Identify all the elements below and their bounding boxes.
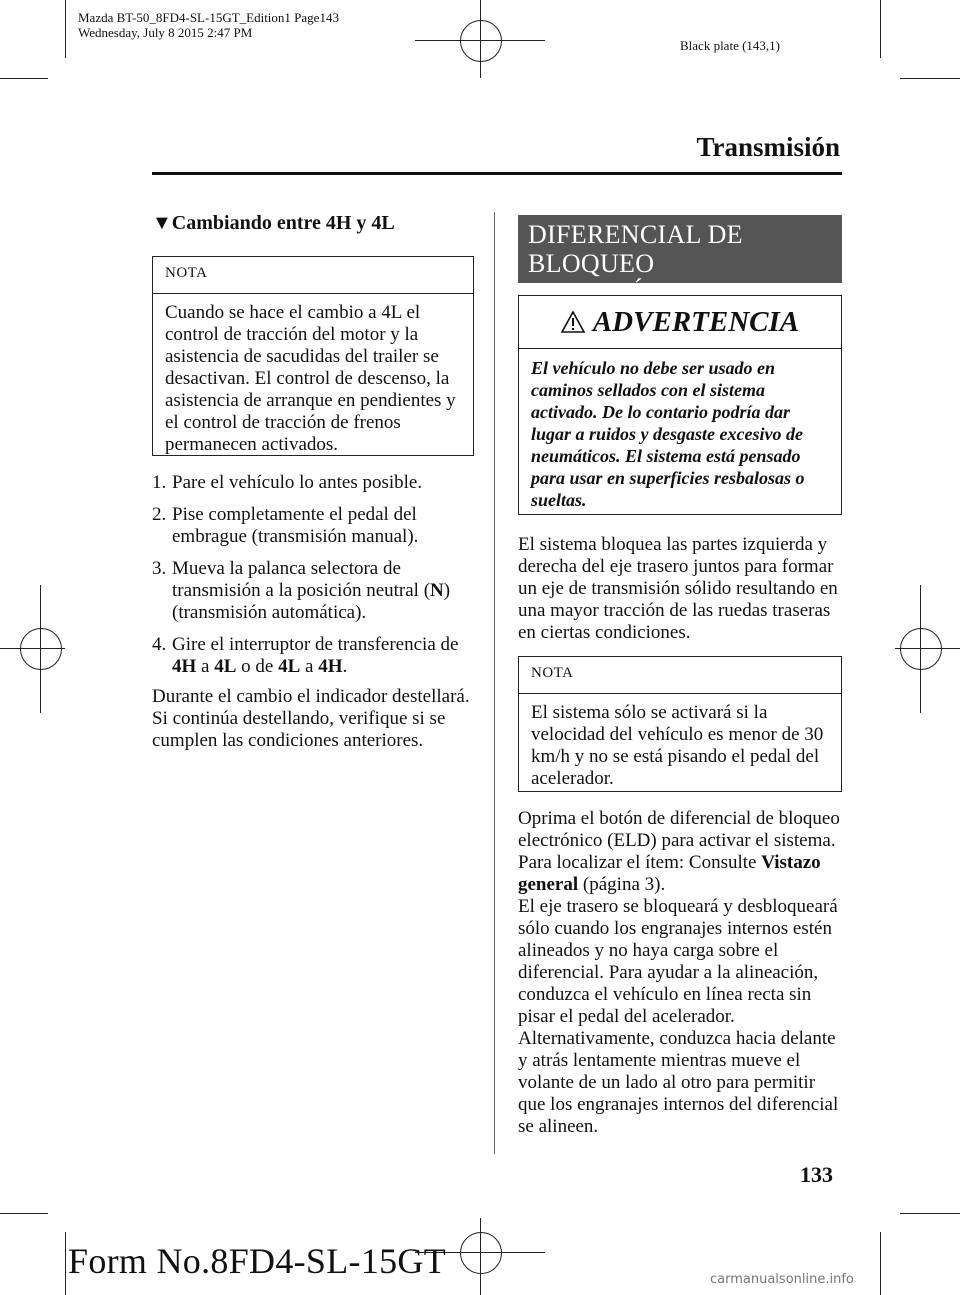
- crop-mark: [65, 0, 66, 58]
- note-title: NOTA: [519, 657, 841, 694]
- warning-body: El vehículo no debe ser usado en caminos sellados con el sistema activado. De lo contario podría dar lugar a ruidos y desgaste excesivo de neumáticos. El sistema está pensado para usar en superficies resbalosas o sueltas.: [531, 358, 805, 510]
- header-rule: [152, 172, 842, 175]
- warning-header: [519, 296, 841, 349]
- warning-triangle-icon: [561, 311, 585, 333]
- print-meta-line2: Wednesday, July 8 2015 2:47 PM: [78, 25, 253, 40]
- note-body: El sistema sólo se activará si la velocidad del vehículo es menor de 30 km/h y no se está pisando el pedal del acelerador.: [531, 702, 824, 789]
- crop-mark: [0, 78, 48, 79]
- form-number: Form No.8FD4-SL-15GT: [68, 1241, 447, 1281]
- list-item: [152, 472, 472, 494]
- step-number: 2.: [152, 504, 167, 525]
- step-number: 4.: [152, 634, 167, 655]
- registration-circle: [20, 628, 62, 670]
- right-paragraph-1: El sistema bloquea las partes izquierda y derecha del eje trasero juntos para formar un eje de transmisión sólido resultando en una mayor tracción de las ruedas traseras en ciertas condiciones.: [518, 534, 838, 643]
- note-body: Cuando se hace el cambio a 4L el control de tracción del motor y la asistencia de sacudidas del trailer se desactivan. El control de descenso, la asistencia de arranque en pendientes y el control de tracción de frenos permanecen activados.: [165, 302, 456, 455]
- section-banner: [518, 215, 842, 307]
- print-metadata: [78, 10, 339, 40]
- crop-mark: [65, 1232, 66, 1295]
- crop-mark: [880, 0, 881, 58]
- left-paragraph: Durante el cambio el indicador destellará. Si continúa destellando, verifique si se cumplen las condiciones anteriores.: [152, 686, 470, 751]
- right-paragraph-2: [518, 808, 843, 1138]
- crop-mark: [900, 78, 960, 79]
- step-number: 1.: [152, 472, 167, 493]
- warning-title: ADVERTENCIA: [592, 305, 800, 338]
- cross-reference: Vistazo general: [518, 852, 821, 895]
- triangle-marker-icon: ▼: [152, 212, 172, 234]
- note-box-right: [518, 656, 842, 792]
- step-list: [152, 472, 472, 688]
- paragraph-line: Alternativamente, conduzca hacia delante y atrás lentamente mientras mueve el volante de un lado al otro para permitir que los engranajes internos del diferencial se alineen.: [518, 1028, 839, 1137]
- banner-line2: BLOQUEO ELECTRÓNICO: [528, 249, 712, 307]
- subheading: [152, 212, 395, 235]
- note-title: NOTA: [153, 257, 473, 294]
- step-text: Pise completamente el pedal del embrague (transmisión manual).: [172, 504, 419, 547]
- note-box-left: [152, 256, 474, 456]
- step-text: Mueva la palanca selectora de transmisión a la posición neutral (N) (transmisión automática).: [172, 558, 451, 623]
- registration-circle: [460, 20, 502, 62]
- subheading-text: Cambiando entre 4H y 4L: [171, 212, 395, 234]
- crop-mark: [900, 1213, 960, 1214]
- warning-box: [518, 295, 842, 515]
- list-item: [152, 504, 472, 548]
- crop-mark: [0, 1213, 48, 1214]
- crop-mark: [880, 1232, 881, 1295]
- step-text: Pare el vehículo lo antes posible.: [172, 472, 423, 493]
- step-text: Gire el interruptor de transferencia de 4H a 4L o de 4L a 4H.: [172, 634, 459, 677]
- banner-line1: DIFERENCIAL DE: [528, 220, 743, 249]
- print-meta-line1: Mazda BT-50_8FD4-SL-15GT_Edition1 Page143: [78, 10, 339, 25]
- watermark: carmanualsonline.info: [710, 1272, 854, 1287]
- paragraph-line: El eje trasero se bloqueará y desbloqueará sólo cuando los engranajes internos estén alineados y no haya carga sobre el diferencial. Para ayudar a la alineación, conduzca el vehículo en línea recta sin pisar el pedal del acelerador.: [518, 896, 838, 1027]
- list-item: [152, 558, 472, 624]
- section-title: Transmisión: [696, 132, 840, 162]
- step-number: 3.: [152, 558, 167, 579]
- list-item: [152, 634, 472, 678]
- registration-circle: [460, 1232, 502, 1274]
- plate-label: Black plate (143,1): [680, 38, 780, 53]
- column-divider: [494, 212, 495, 1154]
- paragraph-line: Oprima el botón de diferencial de bloqueo electrónico (ELD) para activar el sistema. Para localizar el ítem: Consulte Vistazo general (página 3).: [518, 808, 840, 895]
- page-number: 133: [800, 1162, 833, 1187]
- registration-circle: [900, 628, 942, 670]
